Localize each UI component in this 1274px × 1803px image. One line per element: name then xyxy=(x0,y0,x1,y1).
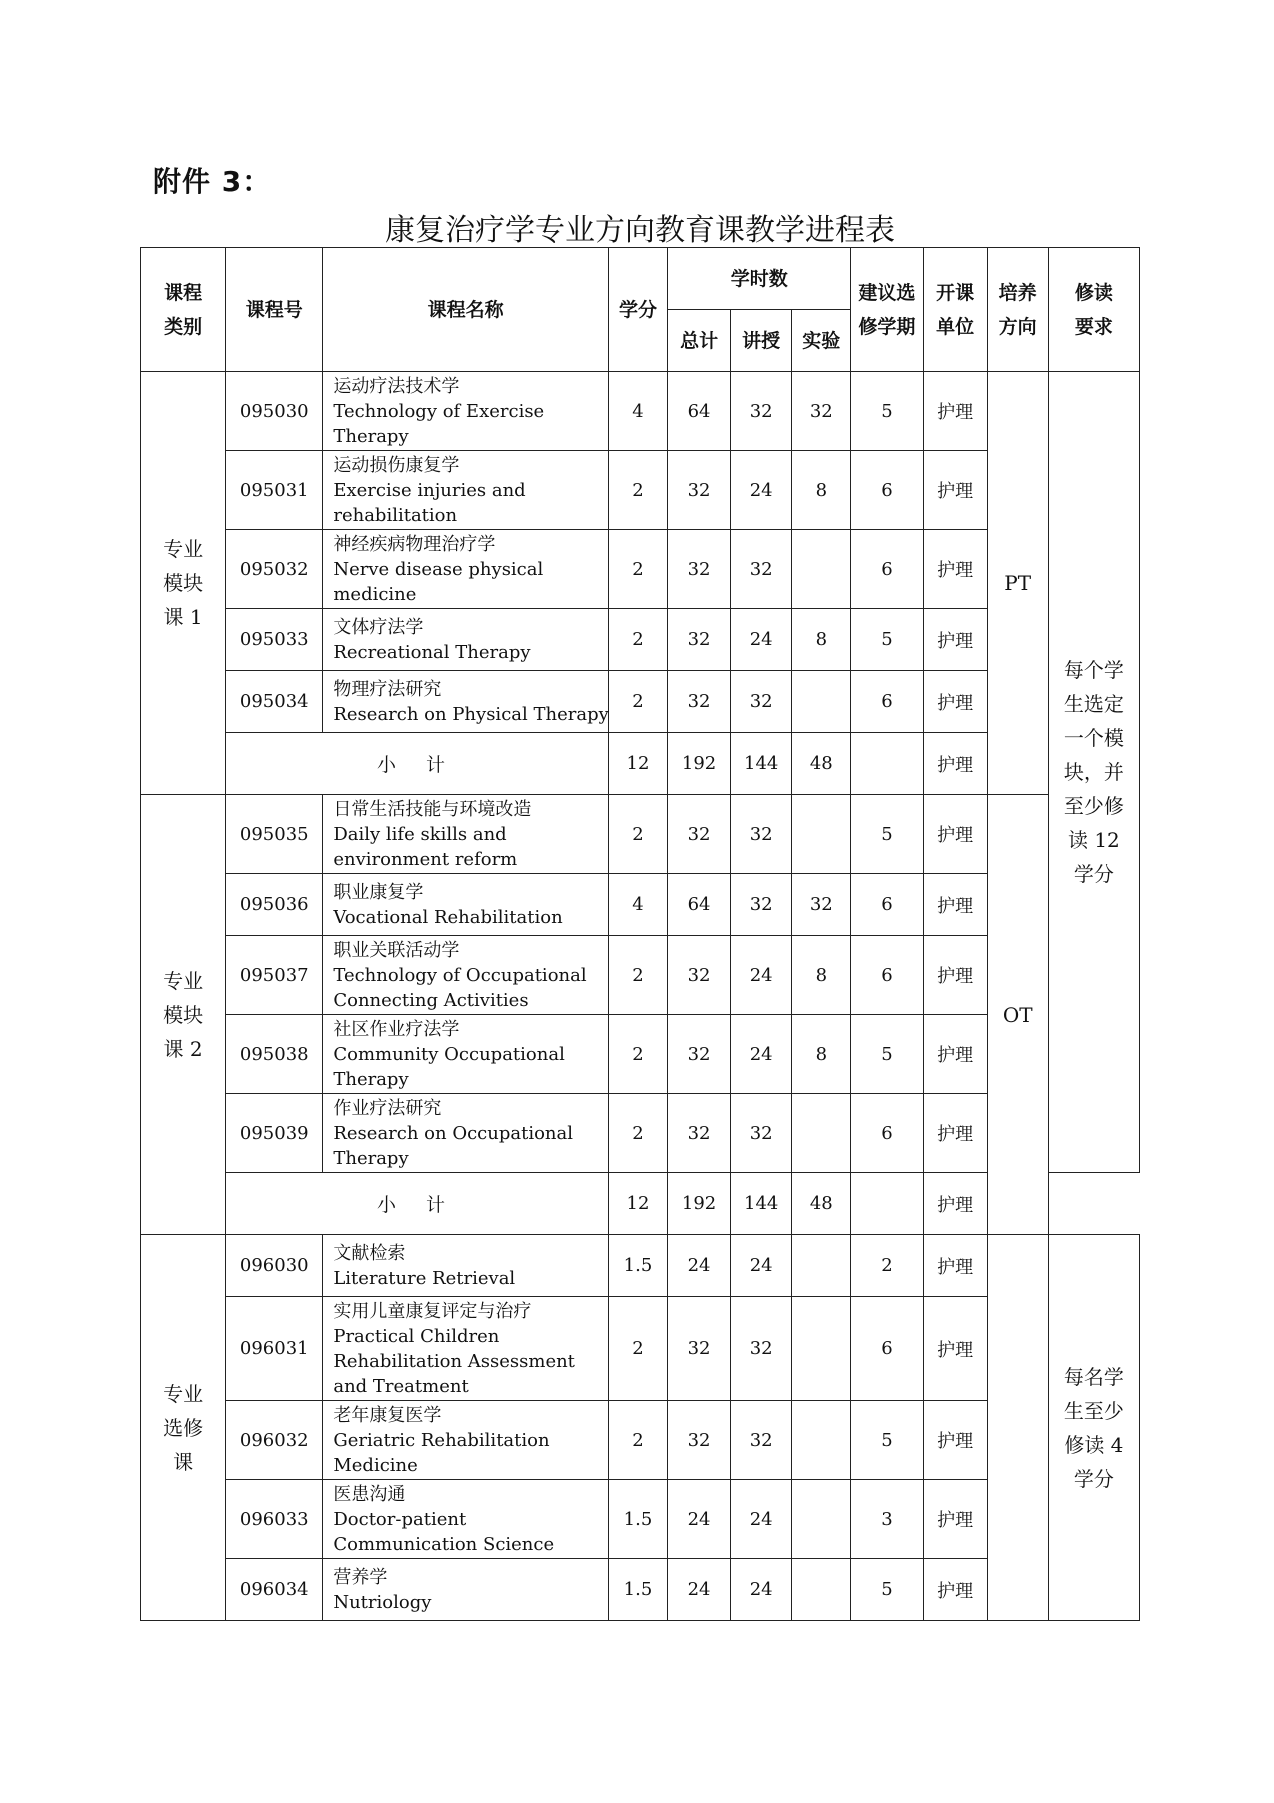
total-hours-cell: 64 xyxy=(668,372,731,451)
lecture-hours-cell: 32 xyxy=(731,874,792,936)
credit-cell: 12 xyxy=(608,733,667,795)
lecture-hours-cell: 144 xyxy=(731,733,792,795)
header-semester: 建议选修学期 xyxy=(851,248,923,372)
header-hours: 学时数 xyxy=(668,248,851,310)
header-credit: 学分 xyxy=(608,248,667,372)
dept-cell: 护理 xyxy=(923,936,987,1015)
header-category: 课程类别 xyxy=(141,248,226,372)
course-name: 运动损伤康复学 Exercise injuries and rehabilitation xyxy=(323,451,609,530)
header-total: 总计 xyxy=(668,310,731,372)
total-hours-cell: 32 xyxy=(668,609,731,671)
lecture-hours-cell: 24 xyxy=(731,451,792,530)
dept-cell: 护理 xyxy=(923,1235,987,1297)
total-hours-cell: 32 xyxy=(668,671,731,733)
direction-cell: PT xyxy=(987,372,1048,795)
credit-cell: 2 xyxy=(608,1094,667,1173)
course-name: 文体疗法学 Recreational Therapy xyxy=(323,609,609,671)
credit-cell: 2 xyxy=(608,451,667,530)
lecture-hours-cell: 32 xyxy=(731,372,792,451)
dept-cell: 护理 xyxy=(923,733,987,795)
category-cell: 专业模块课 2 xyxy=(141,795,226,1235)
category-cell: 专业选修课 xyxy=(141,1235,226,1621)
course-name: 文献检索 Literature Retrieval xyxy=(323,1235,609,1297)
direction-cell xyxy=(987,1235,1048,1621)
credit-cell: 2 xyxy=(608,671,667,733)
total-hours-cell: 32 xyxy=(668,530,731,609)
subtotal-label: 小 计 xyxy=(226,1173,609,1235)
course-code: 095038 xyxy=(226,1015,323,1094)
lecture-hours-cell: 24 xyxy=(731,1235,792,1297)
course-code: 095032 xyxy=(226,530,323,609)
dept-cell: 护理 xyxy=(923,1015,987,1094)
semester-cell: 3 xyxy=(851,1480,923,1559)
total-hours-cell: 192 xyxy=(668,1173,731,1235)
dept-cell: 护理 xyxy=(923,795,987,874)
dept-cell: 护理 xyxy=(923,530,987,609)
course-name: 日常生活技能与环境改造 Daily life skills and environment reform xyxy=(323,795,609,874)
course-name: 实用儿童康复评定与治疗 Practical Children Rehabilitation Assessment and Treatment xyxy=(323,1297,609,1401)
semester-cell: 6 xyxy=(851,451,923,530)
course-code: 095034 xyxy=(226,671,323,733)
lab-hours-cell: 8 xyxy=(792,936,851,1015)
lab-hours-cell xyxy=(792,1297,851,1401)
semester-cell: 5 xyxy=(851,1559,923,1621)
dept-cell: 护理 xyxy=(923,1480,987,1559)
subtotal-label: 小 计 xyxy=(226,733,609,795)
direction-cell: OT xyxy=(987,795,1048,1235)
lecture-hours-cell: 24 xyxy=(731,1015,792,1094)
course-code: 095036 xyxy=(226,874,323,936)
course-code: 095039 xyxy=(226,1094,323,1173)
lab-hours-cell: 8 xyxy=(792,609,851,671)
course-code: 096034 xyxy=(226,1559,323,1621)
semester-cell: 5 xyxy=(851,1015,923,1094)
credit-cell: 2 xyxy=(608,795,667,874)
semester-cell: 5 xyxy=(851,1401,923,1480)
semester-cell: 5 xyxy=(851,795,923,874)
total-hours-cell: 32 xyxy=(668,1094,731,1173)
dept-cell: 护理 xyxy=(923,1559,987,1621)
credit-cell: 1.5 xyxy=(608,1559,667,1621)
header-lab: 实验 xyxy=(792,310,851,372)
course-name: 作业疗法研究 Research on Occupational Therapy xyxy=(323,1094,609,1173)
course-code: 095037 xyxy=(226,936,323,1015)
course-code: 095033 xyxy=(226,609,323,671)
course-code: 095035 xyxy=(226,795,323,874)
credit-cell: 4 xyxy=(608,372,667,451)
semester-cell: 6 xyxy=(851,1297,923,1401)
lab-hours-cell xyxy=(792,1480,851,1559)
semester-cell: 6 xyxy=(851,1094,923,1173)
header-dept: 开课单位 xyxy=(923,248,987,372)
lab-hours-cell xyxy=(792,1401,851,1480)
lab-hours-cell: 8 xyxy=(792,451,851,530)
header-name: 课程名称 xyxy=(323,248,609,372)
lab-hours-cell: 32 xyxy=(792,874,851,936)
semester-cell: 5 xyxy=(851,372,923,451)
table-row xyxy=(141,795,1140,874)
dept-cell: 护理 xyxy=(923,671,987,733)
credit-cell: 4 xyxy=(608,874,667,936)
requirement-cell: 每名学生至少修读 4 学分 xyxy=(1048,1235,1139,1621)
credit-cell: 2 xyxy=(608,1401,667,1480)
lab-hours-cell xyxy=(792,795,851,874)
course-name: 医患沟通 Doctor-patient Communication Science xyxy=(323,1480,609,1559)
dept-cell: 护理 xyxy=(923,372,987,451)
total-hours-cell: 32 xyxy=(668,451,731,530)
course-code: 096031 xyxy=(226,1297,323,1401)
dept-cell: 护理 xyxy=(923,609,987,671)
credit-cell: 2 xyxy=(608,530,667,609)
table-row xyxy=(141,1235,1140,1297)
course-name: 职业关联活动学 Technology of Occupational Connecting Activities xyxy=(323,936,609,1015)
total-hours-cell: 64 xyxy=(668,874,731,936)
semester-cell: 6 xyxy=(851,530,923,609)
lecture-hours-cell: 24 xyxy=(731,609,792,671)
total-hours-cell: 32 xyxy=(668,936,731,1015)
lecture-hours-cell: 24 xyxy=(731,1559,792,1621)
dept-cell: 护理 xyxy=(923,1173,987,1235)
header-lecture: 讲授 xyxy=(731,310,792,372)
course-name: 神经疾病物理治疗学 Nerve disease physical medicine xyxy=(323,530,609,609)
total-hours-cell: 24 xyxy=(668,1480,731,1559)
lecture-hours-cell: 32 xyxy=(731,671,792,733)
table-row xyxy=(141,372,1140,451)
credit-cell: 1.5 xyxy=(608,1480,667,1559)
total-hours-cell: 32 xyxy=(668,1297,731,1401)
credit-cell: 2 xyxy=(608,609,667,671)
total-hours-cell: 32 xyxy=(668,1401,731,1480)
lab-hours-cell xyxy=(792,1235,851,1297)
lab-hours-cell: 48 xyxy=(792,733,851,795)
lecture-hours-cell: 32 xyxy=(731,1094,792,1173)
lab-hours-cell xyxy=(792,1094,851,1173)
course-name: 运动疗法技术学 Technology of Exercise Therapy xyxy=(323,372,609,451)
semester-cell: 6 xyxy=(851,874,923,936)
lecture-hours-cell: 32 xyxy=(731,530,792,609)
lab-hours-cell xyxy=(792,671,851,733)
credit-cell: 2 xyxy=(608,1297,667,1401)
header-direction: 培养方向 xyxy=(987,248,1048,372)
course-name: 物理疗法研究 Research on Physical Therapy xyxy=(323,671,609,733)
semester-cell: 2 xyxy=(851,1235,923,1297)
lecture-hours-cell: 144 xyxy=(731,1173,792,1235)
attachment-label: 附件 3： xyxy=(153,165,272,198)
lab-hours-cell: 32 xyxy=(792,372,851,451)
course-schedule-table xyxy=(140,247,1140,1621)
dept-cell: 护理 xyxy=(923,874,987,936)
header-requirement: 修读要求 xyxy=(1048,248,1139,372)
dept-cell: 护理 xyxy=(923,1297,987,1401)
course-name: 老年康复医学 Geriatric Rehabilitation Medicine xyxy=(323,1401,609,1480)
requirement-cell: 每个学生选定一个模块，并至少修读 12 学分 xyxy=(1048,372,1139,1173)
lecture-hours-cell: 32 xyxy=(731,795,792,874)
semester-cell xyxy=(851,733,923,795)
dept-cell: 护理 xyxy=(923,1401,987,1480)
course-name: 营养学 Nutriology xyxy=(323,1559,609,1621)
course-code: 095031 xyxy=(226,451,323,530)
dept-cell: 护理 xyxy=(923,451,987,530)
course-code: 096033 xyxy=(226,1480,323,1559)
course-code: 095030 xyxy=(226,372,323,451)
course-name: 职业康复学 Vocational Rehabilitation xyxy=(323,874,609,936)
semester-cell: 6 xyxy=(851,936,923,1015)
lab-hours-cell: 8 xyxy=(792,1015,851,1094)
header-code: 课程号 xyxy=(226,248,323,372)
course-code: 096032 xyxy=(226,1401,323,1480)
semester-cell: 6 xyxy=(851,671,923,733)
lecture-hours-cell: 32 xyxy=(731,1401,792,1480)
lecture-hours-cell: 24 xyxy=(731,936,792,1015)
total-hours-cell: 192 xyxy=(668,733,731,795)
credit-cell: 1.5 xyxy=(608,1235,667,1297)
semester-cell: 5 xyxy=(851,609,923,671)
course-code: 096030 xyxy=(226,1235,323,1297)
total-hours-cell: 24 xyxy=(668,1559,731,1621)
credit-cell: 2 xyxy=(608,1015,667,1094)
lab-hours-cell xyxy=(792,1559,851,1621)
credit-cell: 12 xyxy=(608,1173,667,1235)
category-cell: 专业模块课 1 xyxy=(141,372,226,795)
lab-hours-cell: 48 xyxy=(792,1173,851,1235)
total-hours-cell: 32 xyxy=(668,1015,731,1094)
semester-cell xyxy=(851,1173,923,1235)
total-hours-cell: 24 xyxy=(668,1235,731,1297)
lecture-hours-cell: 24 xyxy=(731,1480,792,1559)
credit-cell: 2 xyxy=(608,936,667,1015)
dept-cell: 护理 xyxy=(923,1094,987,1173)
page-title: 康复治疗学专业方向教育课教学进程表 xyxy=(385,213,895,248)
course-name: 社区作业疗法学 Community Occupational Therapy xyxy=(323,1015,609,1094)
total-hours-cell: 32 xyxy=(668,795,731,874)
lab-hours-cell xyxy=(792,530,851,609)
lecture-hours-cell: 32 xyxy=(731,1297,792,1401)
